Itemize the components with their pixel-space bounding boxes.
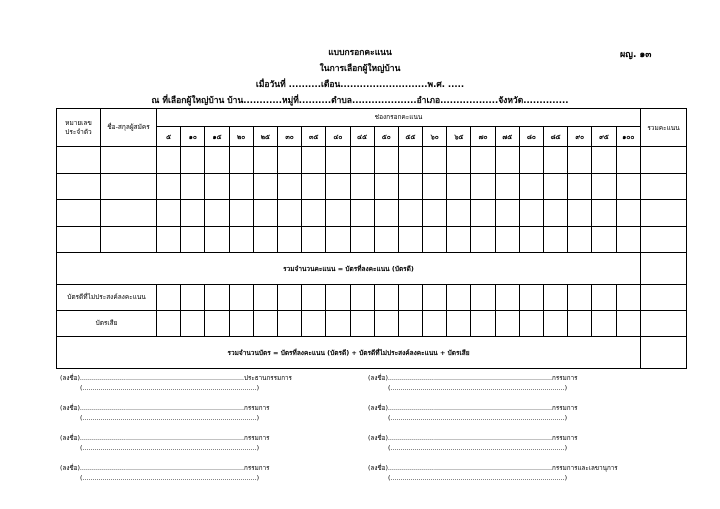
entry-cell[interactable] bbox=[447, 226, 471, 253]
total-ballots-row bbox=[57, 337, 687, 369]
entry-cell[interactable] bbox=[640, 285, 686, 311]
signature-line-left: (ลงชื่อ)..................................................................................กรรมการ bbox=[60, 435, 270, 442]
entry-cell[interactable] bbox=[326, 285, 350, 311]
entry-cell[interactable] bbox=[374, 200, 398, 227]
entry-cell[interactable] bbox=[423, 173, 447, 200]
score-column-header: ๔๐ bbox=[326, 127, 350, 147]
entry-cell[interactable] bbox=[616, 311, 640, 337]
signature-name-right: (.......................................................................................) bbox=[388, 385, 568, 392]
entry-cell[interactable] bbox=[423, 200, 447, 227]
entry-cell[interactable] bbox=[181, 285, 205, 311]
entry-cell[interactable] bbox=[592, 200, 616, 227]
signature-line-left: (ลงชื่อ)..................................................................................กรรมการ bbox=[60, 405, 270, 412]
no-vote-row bbox=[57, 285, 687, 311]
signature-line-left: (ลงชื่อ)..................................................................................กรรมการ bbox=[60, 465, 270, 472]
entry-cell[interactable] bbox=[181, 147, 205, 174]
entry-cell[interactable] bbox=[544, 226, 568, 253]
entry-cell[interactable] bbox=[157, 311, 181, 337]
entry-cell[interactable] bbox=[181, 200, 205, 227]
entry-cell[interactable] bbox=[350, 173, 374, 200]
entry-cell[interactable] bbox=[374, 311, 398, 337]
entry-cell[interactable] bbox=[277, 285, 301, 311]
entry-cell[interactable] bbox=[157, 226, 181, 253]
entry-cell[interactable] bbox=[253, 226, 277, 253]
entry-cell[interactable] bbox=[616, 285, 640, 311]
signature-name-left: (.......................................................................................) bbox=[80, 415, 260, 422]
entry-cell[interactable] bbox=[277, 311, 301, 337]
entry-cell[interactable] bbox=[374, 147, 398, 174]
entry-cell[interactable] bbox=[57, 147, 101, 174]
entry-cell[interactable] bbox=[544, 285, 568, 311]
entry-cell[interactable] bbox=[471, 226, 495, 253]
signature-line-left: (ลงชื่อ)..................................................................................ประธานกรรมการ bbox=[60, 375, 292, 382]
entry-cell[interactable] bbox=[101, 200, 157, 227]
col-header-score-group: ช่องกรอกคะแนน bbox=[157, 109, 641, 127]
entry-cell[interactable] bbox=[592, 147, 616, 174]
entry-cell[interactable] bbox=[253, 173, 277, 200]
entry-cell[interactable] bbox=[350, 311, 374, 337]
entry-cell[interactable] bbox=[326, 226, 350, 253]
entry-cell[interactable] bbox=[57, 226, 101, 253]
entry-cell[interactable] bbox=[277, 173, 301, 200]
entry-cell[interactable] bbox=[592, 173, 616, 200]
entry-cell[interactable] bbox=[592, 311, 616, 337]
score-column-header: ๙๐ bbox=[568, 127, 592, 147]
score-column-header: ๖๐ bbox=[423, 127, 447, 147]
entry-cell[interactable] bbox=[640, 200, 686, 227]
entry-cell[interactable] bbox=[205, 311, 229, 337]
entry-cell[interactable] bbox=[495, 285, 519, 311]
entry-cell[interactable] bbox=[495, 147, 519, 174]
entry-cell[interactable] bbox=[640, 311, 686, 337]
entry-cell[interactable] bbox=[640, 173, 686, 200]
entry-cell[interactable] bbox=[423, 226, 447, 253]
entry-cell[interactable] bbox=[471, 173, 495, 200]
entry-cell[interactable] bbox=[398, 200, 422, 227]
entry-cell[interactable] bbox=[302, 200, 326, 227]
score-column-header: ๑๐ bbox=[181, 127, 205, 147]
entry-cell[interactable] bbox=[447, 285, 471, 311]
signature-line-right: (ลงชื่อ)..................................................................................กรรมการ bbox=[368, 435, 578, 442]
entry-cell[interactable] bbox=[616, 200, 640, 227]
form-subtitle: ในการเลือกผู้ใหญ่บ้าน bbox=[319, 64, 401, 74]
entry-cell[interactable] bbox=[229, 173, 253, 200]
candidate-row bbox=[57, 226, 687, 253]
score-column-header: ๕ bbox=[157, 127, 181, 147]
entry-cell[interactable] bbox=[181, 173, 205, 200]
entry-cell[interactable] bbox=[447, 147, 471, 174]
entry-cell[interactable] bbox=[57, 200, 101, 227]
entry-cell[interactable] bbox=[398, 147, 422, 174]
entry-cell[interactable] bbox=[471, 311, 495, 337]
entry-cell[interactable] bbox=[350, 147, 374, 174]
entry-cell[interactable] bbox=[616, 226, 640, 253]
form-title: แบบกรอกคะแนน bbox=[328, 48, 392, 58]
score-column-header: ๒๐ bbox=[229, 127, 253, 147]
entry-cell[interactable] bbox=[374, 285, 398, 311]
entry-cell[interactable] bbox=[423, 311, 447, 337]
entry-cell[interactable] bbox=[326, 200, 350, 227]
entry-cell[interactable] bbox=[205, 173, 229, 200]
score-column-header: ๓๕ bbox=[302, 127, 326, 147]
score-column-header: ๓๐ bbox=[277, 127, 301, 147]
entry-cell[interactable] bbox=[519, 147, 543, 174]
score-column-header: ๙๕ bbox=[592, 127, 616, 147]
signature-name-left: (.......................................................................................) bbox=[80, 385, 260, 392]
score-column-header: ๔๕ bbox=[350, 127, 374, 147]
entry-cell[interactable] bbox=[205, 200, 229, 227]
entry-cell[interactable] bbox=[374, 226, 398, 253]
score-column-header: ๗๐ bbox=[471, 127, 495, 147]
entry-cell[interactable] bbox=[568, 226, 592, 253]
entry-cell[interactable] bbox=[568, 147, 592, 174]
entry-cell[interactable] bbox=[277, 147, 301, 174]
entry-cell[interactable] bbox=[101, 147, 157, 174]
entry-cell[interactable] bbox=[326, 311, 350, 337]
entry-cell[interactable] bbox=[157, 147, 181, 174]
col-header-total: รวมคะแนน bbox=[640, 109, 686, 147]
entry-cell[interactable] bbox=[101, 226, 157, 253]
score-column-header: ๑๕ bbox=[205, 127, 229, 147]
total-votes-label: รวมจำนวนคะแนน = บัตรที่ลงคะแนน (บัตรดี) bbox=[57, 253, 641, 285]
entry-cell[interactable] bbox=[423, 147, 447, 174]
entry-cell[interactable] bbox=[302, 147, 326, 174]
score-table bbox=[56, 108, 687, 369]
no-vote-label: บัตรดีที่ไม่ประสงค์ลงคะแนน bbox=[57, 285, 157, 311]
location-line: ณ ที่เลือกผู้ใหญ่บ้าน บ้าน............หมู่ที่..........ตำบล....................อำเภอ..................จังหวัด.............. bbox=[151, 96, 569, 106]
entry-cell[interactable] bbox=[495, 200, 519, 227]
entry-cell[interactable] bbox=[350, 285, 374, 311]
entry-cell[interactable] bbox=[253, 285, 277, 311]
entry-cell[interactable] bbox=[544, 147, 568, 174]
entry-cell[interactable] bbox=[447, 311, 471, 337]
entry-cell[interactable] bbox=[326, 173, 350, 200]
entry-cell[interactable] bbox=[253, 311, 277, 337]
entry-cell[interactable] bbox=[253, 200, 277, 227]
entry-cell[interactable] bbox=[101, 173, 157, 200]
total-ballots-label: รวมจำนวนบัตร = บัตรที่ลงคะแนน (บัตรดี) + บัตรดีที่ไม่ประสงค์ลงคะแนน + บัตรเสีย bbox=[57, 337, 641, 369]
col-header-name: ชื่อ-สกุลผู้สมัคร bbox=[101, 109, 157, 147]
entry-cell[interactable] bbox=[157, 285, 181, 311]
entry-cell[interactable] bbox=[447, 200, 471, 227]
score-column-header: ๕๐ bbox=[374, 127, 398, 147]
entry-cell[interactable] bbox=[302, 226, 326, 253]
entry-cell[interactable] bbox=[544, 200, 568, 227]
entry-cell[interactable] bbox=[205, 226, 229, 253]
entry-cell[interactable] bbox=[640, 147, 686, 174]
entry-cell[interactable] bbox=[616, 173, 640, 200]
total-votes-cell[interactable] bbox=[640, 253, 686, 285]
candidate-row bbox=[57, 200, 687, 227]
header-row-group bbox=[57, 109, 687, 127]
entry-cell[interactable] bbox=[495, 173, 519, 200]
entry-cell[interactable] bbox=[519, 200, 543, 227]
entry-cell[interactable] bbox=[229, 200, 253, 227]
entry-cell[interactable] bbox=[592, 285, 616, 311]
candidate-row bbox=[57, 173, 687, 200]
signature-line-right: (ลงชื่อ)..................................................................................กรรมการ bbox=[368, 405, 578, 412]
entry-cell[interactable] bbox=[471, 200, 495, 227]
entry-cell[interactable] bbox=[181, 226, 205, 253]
entry-cell[interactable] bbox=[205, 285, 229, 311]
signature-name-left: (.......................................................................................) bbox=[80, 445, 260, 452]
date-line: เมื่อวันที่ ..........เดือน...........................พ.ศ. ..... bbox=[255, 80, 465, 90]
signature-name-right: (.......................................................................................) bbox=[388, 475, 568, 482]
score-column-header: ๗๕ bbox=[495, 127, 519, 147]
signature-name-right: (.......................................................................................) bbox=[388, 445, 568, 452]
entry-cell[interactable] bbox=[253, 147, 277, 174]
score-column-header: ๕๕ bbox=[398, 127, 422, 147]
form-code: ผญ. ๑๓ bbox=[620, 50, 652, 60]
entry-cell[interactable] bbox=[568, 285, 592, 311]
entry-cell[interactable] bbox=[568, 200, 592, 227]
entry-cell[interactable] bbox=[229, 226, 253, 253]
col-header-number: หมายเลขประจำตัว bbox=[57, 109, 101, 147]
spoiled-row bbox=[57, 311, 687, 337]
entry-cell[interactable] bbox=[447, 173, 471, 200]
entry-cell[interactable] bbox=[157, 200, 181, 227]
signature-name-right: (.......................................................................................) bbox=[388, 415, 568, 422]
entry-cell[interactable] bbox=[229, 311, 253, 337]
entry-cell[interactable] bbox=[495, 226, 519, 253]
entry-cell[interactable] bbox=[350, 200, 374, 227]
score-column-header: ๑๐๐ bbox=[616, 127, 640, 147]
score-column-header: ๒๕ bbox=[253, 127, 277, 147]
entry-cell[interactable] bbox=[229, 147, 253, 174]
entry-cell[interactable] bbox=[544, 311, 568, 337]
entry-cell[interactable] bbox=[592, 226, 616, 253]
entry-cell[interactable] bbox=[398, 285, 422, 311]
entry-cell[interactable] bbox=[398, 173, 422, 200]
entry-cell[interactable] bbox=[277, 226, 301, 253]
entry-cell[interactable] bbox=[616, 147, 640, 174]
entry-cell[interactable] bbox=[157, 173, 181, 200]
entry-cell[interactable] bbox=[568, 173, 592, 200]
entry-cell[interactable] bbox=[205, 147, 229, 174]
entry-cell[interactable] bbox=[398, 311, 422, 337]
entry-cell[interactable] bbox=[229, 285, 253, 311]
candidate-row bbox=[57, 147, 687, 174]
entry-cell[interactable] bbox=[302, 173, 326, 200]
entry-cell[interactable] bbox=[302, 311, 326, 337]
score-column-header: ๘๐ bbox=[519, 127, 543, 147]
spoiled-label: บัตรเสีย bbox=[57, 311, 157, 337]
entry-cell[interactable] bbox=[423, 285, 447, 311]
entry-cell[interactable] bbox=[544, 173, 568, 200]
entry-cell[interactable] bbox=[519, 226, 543, 253]
entry-cell[interactable] bbox=[519, 311, 543, 337]
entry-cell[interactable] bbox=[519, 285, 543, 311]
entry-cell[interactable] bbox=[302, 285, 326, 311]
entry-cell[interactable] bbox=[350, 226, 374, 253]
entry-cell[interactable] bbox=[495, 311, 519, 337]
entry-cell[interactable] bbox=[398, 226, 422, 253]
entry-cell[interactable] bbox=[374, 173, 398, 200]
entry-cell[interactable] bbox=[568, 311, 592, 337]
entry-cell[interactable] bbox=[277, 200, 301, 227]
entry-cell[interactable] bbox=[471, 147, 495, 174]
entry-cell[interactable] bbox=[326, 147, 350, 174]
entry-cell[interactable] bbox=[471, 285, 495, 311]
score-column-header: ๘๕ bbox=[544, 127, 568, 147]
total-votes-row bbox=[57, 253, 687, 285]
entry-cell[interactable] bbox=[181, 311, 205, 337]
signature-line-right: (ลงชื่อ)..................................................................................กรรมการ bbox=[368, 375, 578, 382]
entry-cell[interactable] bbox=[57, 173, 101, 200]
entry-cell[interactable] bbox=[519, 173, 543, 200]
entry-cell[interactable] bbox=[640, 226, 686, 253]
signature-line-right: (ลงชื่อ)..................................................................................กรรมการและเลขานุการ bbox=[368, 465, 618, 472]
score-column-header: ๖๕ bbox=[447, 127, 471, 147]
signature-name-left: (.......................................................................................) bbox=[80, 475, 260, 482]
total-ballots-cell[interactable] bbox=[640, 337, 686, 369]
